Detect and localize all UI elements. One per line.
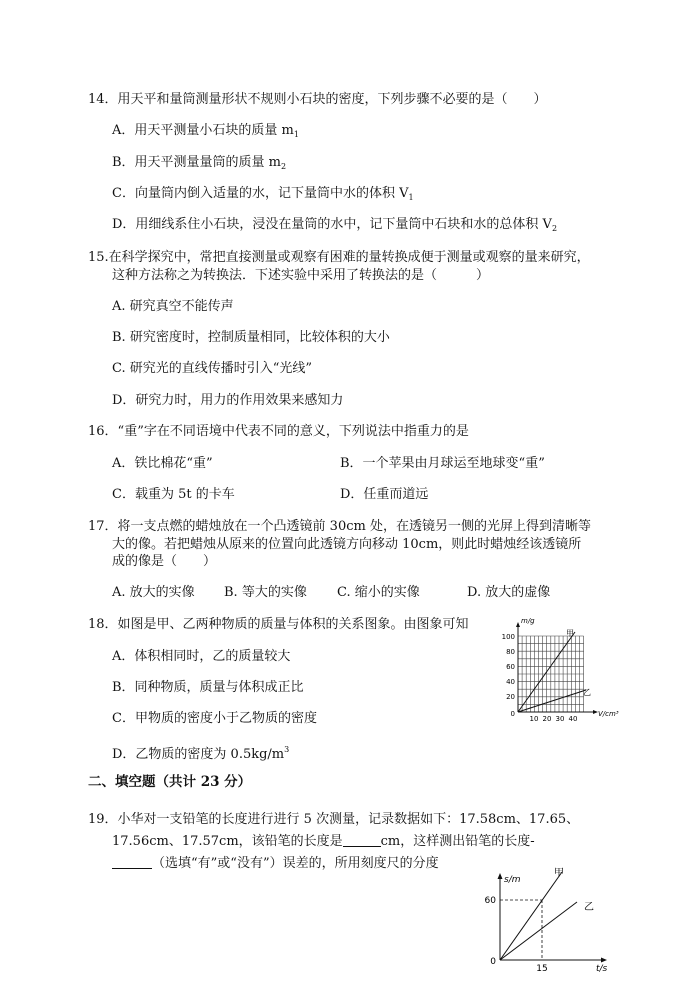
q14-option-c: C．向量筒内倒入适量的水，记下量筒中水的体积 $V_1$ [112,186,414,202]
q14-stem: 14．用天平和量筒测量形状不规则小石块的密度，下列步骤不必要的是（ ） [88,92,547,107]
q19-answer-blank-2[interactable] [112,855,152,869]
q16-option-d: D．任重而道远 [340,487,429,502]
graph2-origin: 0 [490,957,496,967]
distance-time-graph [476,862,616,974]
graph2-line-yi [500,902,577,960]
q19-answer-blank-1[interactable] [343,833,381,847]
q18-option-b: B．同种物质，质量与体积成正比 [112,680,304,695]
q19-line3: （选填“有”或“没有”）误差的，所用刻度尺的分度 [112,855,439,873]
graph1-ytick: 20 [506,693,515,701]
graph1-y-label: m/g [521,617,535,625]
graph1-ytick: 100 [501,633,515,641]
graph1-ytick: 80 [506,648,515,656]
q16-option-a: A．铁比棉花“重” [112,456,213,471]
q17-option-a: A. 放大的实像 [112,585,195,600]
q17-option-c: C. 缩小的实像 [337,585,420,600]
graph2-y-arrow [498,873,503,879]
graph1-grid [518,630,584,712]
q14-option-a: A．用天平测量小石块的质量 $m_1$ [112,123,299,139]
graph2-x-arrow [601,958,607,963]
graph1-ytick: 0 [510,710,515,718]
q17-option-b: B. 等大的实像 [224,585,307,600]
q18-option-a: A．体积相同时，乙的质量较大 [112,649,291,664]
graph1-line-yi [518,690,586,712]
q16-stem: 16．“重”字在不同语境中代表不同的意义，下列说法中指重力的是 [88,424,469,439]
q14-option-d: D．用细线系住小石块，浸没在量筒的水中，记下量筒中石块和水的总体积 $V_2$ [112,217,558,233]
graph2-x-label: t/s [596,964,608,974]
graph1-label-yi: 乙 [583,688,591,697]
graph2-line-jia [500,872,562,960]
graph2-y-label: s/m [504,875,521,885]
graph1-y-arrow [516,622,520,627]
mass-volume-graph [494,612,632,724]
q17-stem-line1: 17．将一支点燃的蜡烛放在一个凸透镜前 30cm 处，在透镜另一侧的光屏上得到清晰等 [88,519,591,534]
graph1-ytick: 60 [506,663,515,671]
q15-option-d: D．研究力时，用力的作用效果来感知力 [112,393,344,408]
q18-stem: 18．如图是甲、乙两种物质的质量与体积的关系图象。由图象可知 [88,617,469,632]
q16-option-c: C．载重为 5t 的卡车 [112,487,235,502]
q18-option-d: D．乙物质的密度为 $0.5kg/m^3$ [112,745,290,762]
graph1-ytick: 40 [506,678,515,686]
q19-line1: 19．小华对一支铅笔的长度进行进行 5 次测量，记录数据如下：17.58cm、17.65、 [88,812,580,827]
q17-stem-line3: 成的像是（ ） [112,554,217,569]
q17-stem-line2: 大的像。若把蜡烛从原来的位置向此透镜方向移动 10cm，则此时蜡烛经该透镜所 [112,537,582,552]
q16-option-b: B．一个苹果由月球运至地球变“重” [340,456,545,471]
q15-stem-line2: 这种方法称之为转换法．下述实验中采用了转换法的是（ ） [112,268,490,283]
q15-option-c: C. 研究光的直线传播时引入“光线” [112,361,313,376]
graph1-label-jia: 甲 [566,629,574,638]
graph2-label-jia: 甲 [554,868,564,879]
graph1-xtick: 30 [555,715,565,723]
graph1-xtick: 10 [529,715,539,723]
q15-option-b: B. 研究密度时，控制质量相同，比较体积的大小 [112,330,390,345]
graph2-label-yi: 乙 [584,902,594,913]
q18-option-c: C．甲物质的密度小于乙物质的密度 [112,711,317,726]
graph2-xtick: 15 [536,964,548,974]
q15-stem-line1: 15.在科学探究中，常把直接测量或观察有困难的量转换成便于测量或观察的量来研究， [88,250,590,265]
q17-option-d: D. 放大的虚像 [467,585,551,600]
q15-option-a: A. 研究真空不能传声 [112,299,234,314]
q19-line2: 17.56cm、17.57cm，该铅笔的长度是 cm，这样测出铅笔的长度- [112,834,535,849]
graph1-xtick: 40 [568,715,578,723]
graph2-ytick: 60 [484,896,496,906]
graph1-xtick: 20 [542,715,552,723]
section-heading-fill-in: 二、填空题（共计 23 分） [88,774,252,790]
graph1-x-label: V/cm³ [598,710,619,718]
q14-option-b: B．用天平测量量筒的质量 $m_2$ [112,155,287,171]
